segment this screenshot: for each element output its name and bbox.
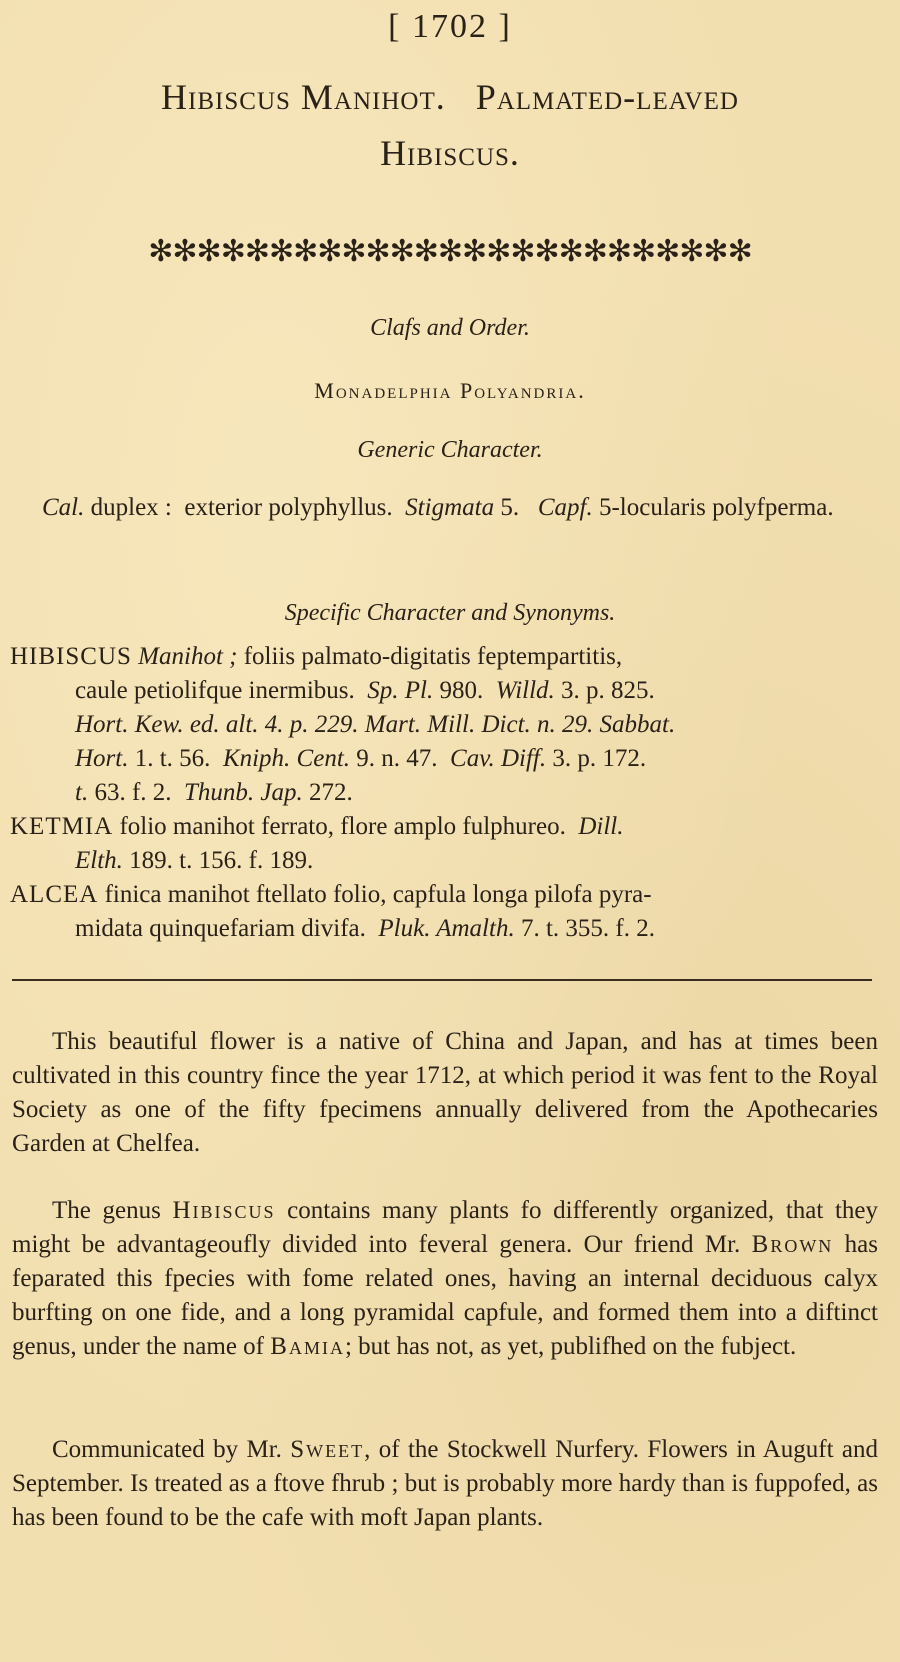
synonym-text: 1. t. 56. <box>128 745 223 772</box>
synonym-text: folio manihot ferrato, flore amplo fulphureo. <box>113 813 579 840</box>
synonym-text: midata quinquefariam divifa. <box>75 915 379 942</box>
page-number: [ 1702 ] <box>388 8 512 45</box>
paragraph-text: ; but has not, as yet, publifhed on the fubject. <box>344 1333 797 1360</box>
paragraph-text: contains many plants fo differently organized, that they might be advantageoufly divided into feveral genera. Our friend Mr. <box>12 1197 878 1258</box>
synonym-text: 272. <box>302 779 353 806</box>
generic-text-part: duplex : exterior polyphyllus. <box>84 494 406 521</box>
synonym-ref: Pluk. Amalth. <box>378 915 515 942</box>
synonym-text: 980. <box>433 677 496 704</box>
synonym-name: HIBISCUS <box>10 643 132 670</box>
synonym-text: 9. n. 47. <box>350 745 451 772</box>
paragraph-text: has feparated this fpecies with fome related ones, having an internal deciduous calyx burfting on one fide, and a long pyramidal capfule, and formed them into a diftinct genus, under the name of <box>12 1231 878 1360</box>
generic-text-part: 5. <box>494 494 538 521</box>
class-order-value: Monadelphia Polyandria. <box>314 378 586 403</box>
description-paragraph-3 <box>12 1433 878 1535</box>
cal-abbrev: Cal. <box>42 494 85 521</box>
ornament-divider: ✻✻✻✻✻✻✻✻✻✻✻✻✻✻✻✻✻✻✻✻✻✻✻✻✻ <box>148 235 752 268</box>
synonym-text: 63. f. 2. <box>88 779 185 806</box>
description-paragraph-2 <box>12 1194 878 1364</box>
page-title: Hibiscus Manihot. Palmated-leaved <box>161 77 739 117</box>
synonym-ref-line: Hort. Kew. ed. alt. 4. p. 229. Mart. Mill. Dict. n. 29. Sabbat. <box>75 711 676 738</box>
generic-text-part: 5-locularis polyfperma. <box>592 494 834 521</box>
synonym-text: 189. t. 156. f. 189. <box>122 847 314 874</box>
synonym-ref: Kniph. Cent. <box>222 745 351 772</box>
paragraph-text: The genus <box>52 1197 173 1224</box>
paragraph-text: Communicated by Mr. <box>52 1436 291 1463</box>
generic-character-text <box>14 490 884 525</box>
description-paragraph-1: This beautiful flower is a native of China and Japan, and has at times been cultivated in this country fince the year 1712, at which period it was fent to the Royal Society as one of the fifty fpecimens annually delivered from the Apothecaries Garden at Chelfea. <box>12 1028 878 1157</box>
synonym-text: 3. p. 825. <box>554 677 655 704</box>
synonym-epithet: Manihot ; <box>131 643 238 670</box>
genus-name: Hibiscus <box>172 1197 276 1224</box>
synonym-ref: Cav. Diff. <box>450 745 547 772</box>
synonym-ref: Elth. <box>75 847 123 874</box>
synonym-entry-ketmia <box>10 810 880 878</box>
synonym-text: 7. t. 355. f. 2. <box>514 915 655 942</box>
synonym-name: KETMIA <box>10 813 114 840</box>
synonym-text: finica manihot ftellato folio, capfula longa pilofa pyra- <box>98 881 652 908</box>
synonym-ref: Hort. <box>75 745 129 772</box>
generic-character-heading: Generic Character. <box>357 437 543 463</box>
synonym-ref: Dill. <box>578 813 624 840</box>
synonym-text: foliis palmato-digitatis feptempartitis, <box>237 643 623 670</box>
synonym-name: ALCEA <box>10 881 99 908</box>
specific-character-heading: Specific Character and Synonyms. <box>284 600 616 626</box>
synonym-ref: Sp. Pl. <box>367 677 434 704</box>
synonym-entry-hibiscus <box>10 640 880 810</box>
page-title-line2: Hibiscus. <box>380 133 520 173</box>
stigmata-term: Stigmata <box>405 494 495 521</box>
synonym-entry-alcea <box>10 878 880 946</box>
synonym-ref: Willd. <box>495 677 555 704</box>
person-name: Brown <box>751 1231 834 1258</box>
synonym-ref: Thunb. Jap. <box>184 779 303 806</box>
class-order-heading: Clafs and Order. <box>370 315 530 341</box>
horizontal-rule <box>12 979 872 981</box>
person-name: Sweet <box>290 1436 365 1463</box>
genus-name: Bamia <box>270 1333 345 1360</box>
caps-abbrev: Capf. <box>537 494 593 521</box>
synonym-text: 3. p. 172. <box>546 745 647 772</box>
synonym-text: caule petiolifque inermibus. <box>75 677 368 704</box>
synonym-ref: t. <box>75 779 89 806</box>
paragraph-text: , of the Stockwell Nurfery. Flowers in Auguft and September. Is treated as a ftove fhrub ; but is probably more hardy than is fuppofed, as has been found to be the cafe with moft Japan plants. <box>12 1436 879 1531</box>
